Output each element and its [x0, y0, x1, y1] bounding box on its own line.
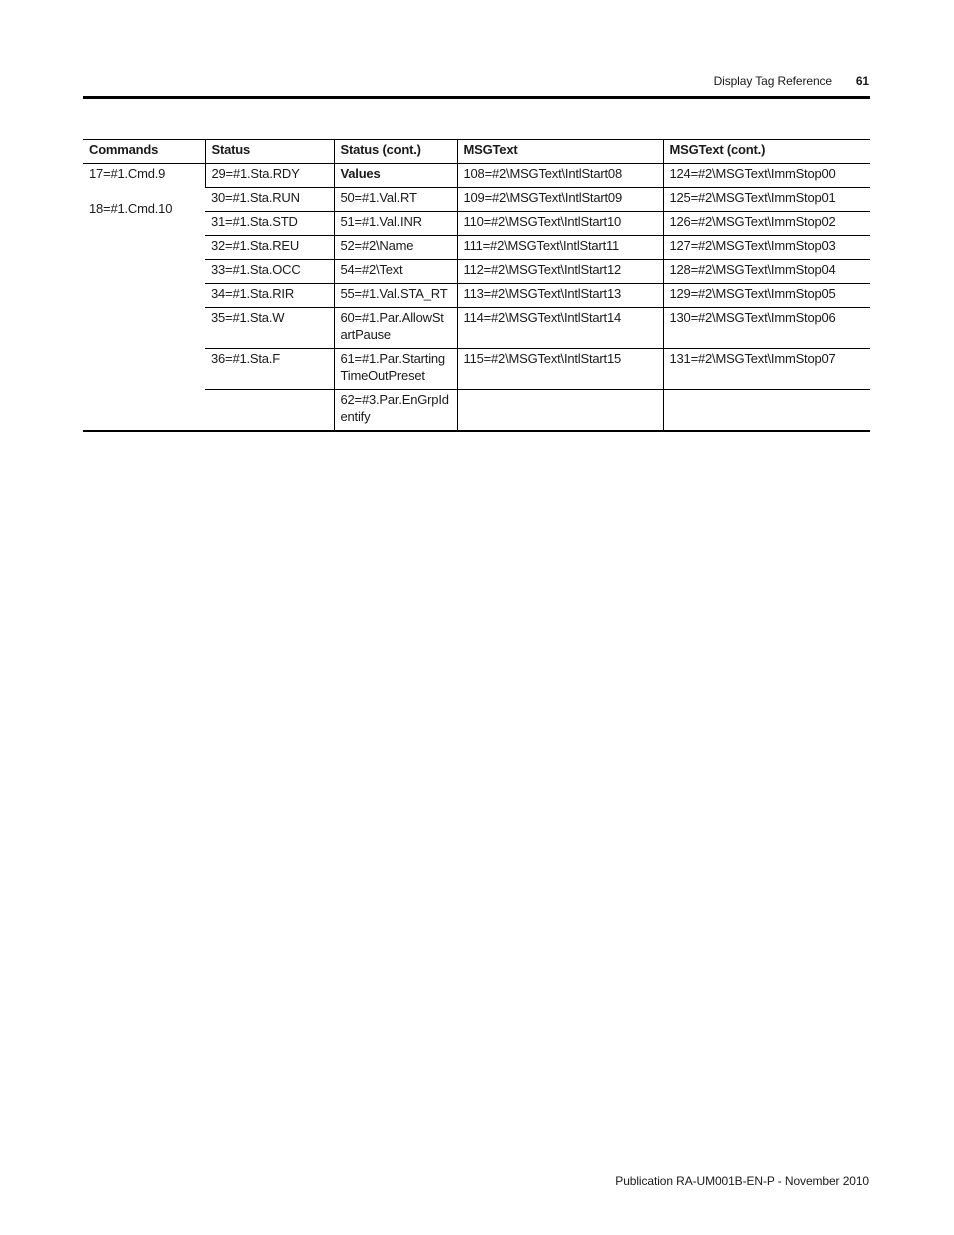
table-row	[83, 164, 870, 188]
msgtext-cont-cell: 128=#2\MSGText\ImmStop04	[663, 260, 870, 284]
status-cell: 29=#1.Sta.RDY	[205, 164, 334, 188]
status-cell: 36=#1.Sta.F	[205, 349, 334, 390]
msgtext-cont-cell: 127=#2\MSGText\ImmStop03	[663, 236, 870, 260]
msgtext-cell	[457, 390, 663, 432]
status-cont-cell: 50=#1.Val.RT	[334, 188, 457, 212]
status-cont-cell: 62=#3.Par.EnGrpIdentify	[334, 390, 457, 432]
status-cont-cell: 61=#1.Par.StartingTimeOutPreset	[334, 349, 457, 390]
msgtext-cell: 111=#2\MSGText\IntlStart11	[457, 236, 663, 260]
publication-footer: Publication RA-UM001B-EN-P - November 2010	[615, 1174, 869, 1188]
msgtext-cont-cell: 126=#2\MSGText\ImmStop02	[663, 212, 870, 236]
table-header-row	[83, 140, 870, 164]
column-header-commands: Commands	[89, 142, 159, 157]
section-name: Display Tag Reference	[713, 74, 832, 88]
msgtext-cell: 113=#2\MSGText\IntlStart13	[457, 284, 663, 308]
status-cell: 30=#1.Sta.RUN	[205, 188, 334, 212]
column-header-status-cont: Status (cont.)	[334, 140, 457, 164]
command-entry: 17=#1.Cmd.9	[89, 166, 166, 181]
msgtext-cell: 110=#2\MSGText\IntlStart10	[457, 212, 663, 236]
status-cell: 35=#1.Sta.W	[205, 308, 334, 349]
msgtext-cont-cell: 125=#2\MSGText\ImmStop01	[663, 188, 870, 212]
values-subheading: Values	[334, 164, 457, 188]
command-entry: 18=#1.Cmd.10	[89, 201, 173, 216]
msgtext-cell: 112=#2\MSGText\IntlStart12	[457, 260, 663, 284]
status-cont-cell: 52=#2\Name	[334, 236, 457, 260]
status-cell: 33=#1.Sta.OCC	[205, 260, 334, 284]
status-cell: 31=#1.Sta.STD	[205, 212, 334, 236]
status-cont-cell: 51=#1.Val.INR	[334, 212, 457, 236]
msgtext-cont-cell: 129=#2\MSGText\ImmStop05	[663, 284, 870, 308]
msgtext-cont-cell	[663, 390, 870, 432]
column-header-status: Status	[205, 140, 334, 164]
status-cont-cell: 55=#1.Val.STA_RT	[334, 284, 457, 308]
header-rule	[83, 96, 870, 99]
msgtext-cont-cell: 130=#2\MSGText\ImmStop06	[663, 308, 870, 349]
status-cell	[205, 390, 334, 432]
display-tag-table	[83, 139, 870, 432]
status-cell: 32=#1.Sta.REU	[205, 236, 334, 260]
column-header-msgtext-cont: MSGText (cont.)	[663, 140, 870, 164]
msgtext-cell: 115=#2\MSGText\IntlStart15	[457, 349, 663, 390]
status-cont-cell: 54=#2\Text	[334, 260, 457, 284]
msgtext-cell: 108=#2\MSGText\IntlStart08	[457, 164, 663, 188]
page-number: 61	[855, 74, 869, 88]
msgtext-cell: 114=#2\MSGText\IntlStart14	[457, 308, 663, 349]
msgtext-cont-cell: 124=#2\MSGText\ImmStop00	[663, 164, 870, 188]
page-header	[83, 74, 870, 94]
commands-cell	[83, 164, 205, 432]
status-cell: 34=#1.Sta.RIR	[205, 284, 334, 308]
status-cont-cell: 60=#1.Par.AllowStartPause	[334, 308, 457, 349]
msgtext-cell: 109=#2\MSGText\IntlStart09	[457, 188, 663, 212]
column-header-msgtext: MSGText	[457, 140, 663, 164]
msgtext-cont-cell: 131=#2\MSGText\ImmStop07	[663, 349, 870, 390]
